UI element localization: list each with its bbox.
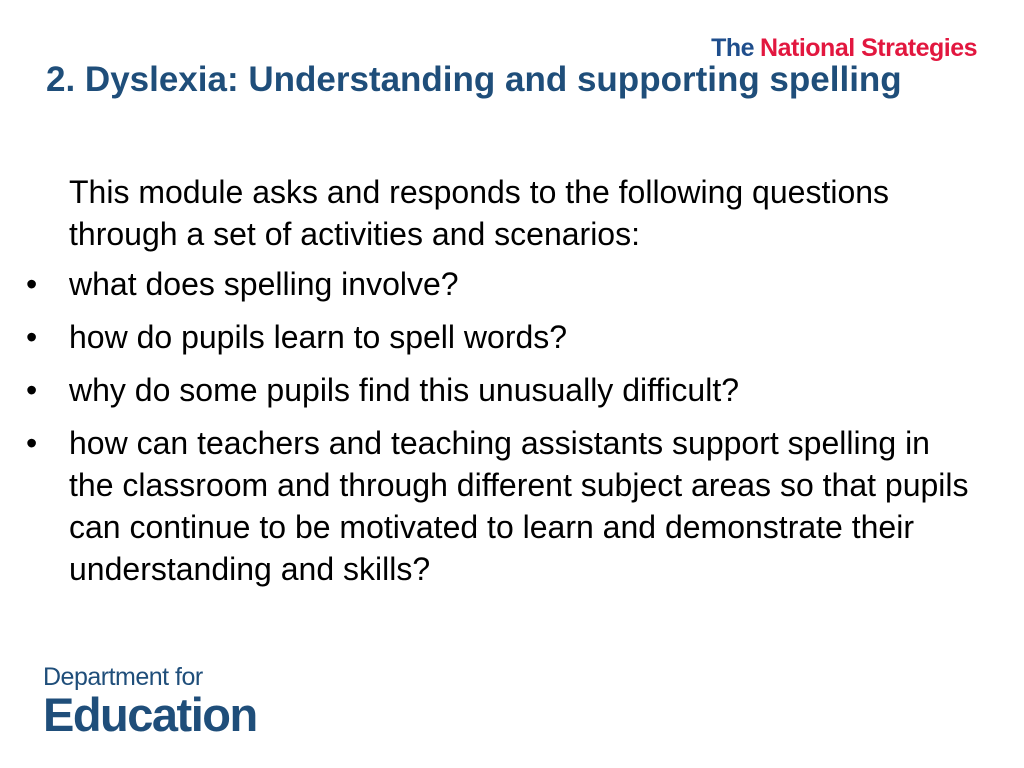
bullet-text: how do pupils learn to spell words?	[69, 319, 568, 355]
logo-word-the: The	[711, 34, 755, 62]
bullet-text: why do some pupils find this unusually difficult?	[69, 372, 739, 408]
bullet-text: how can teachers and teaching assistants support spelling in the classroom and through different subject areas so that pupils can continue to be motivated to learn and demonstrate their understanding and skills?	[69, 425, 969, 587]
bullet-dot: •	[26, 266, 38, 302]
intro-text: This module asks and responds to the following questions through a set of activities and scenarios:	[69, 174, 890, 252]
department-for-education-logo	[43, 663, 257, 739]
slide-title: 2. Dyslexia: Understanding and supporting spelling	[46, 60, 902, 99]
logo-word-national-strategies: National Strategies	[760, 34, 977, 62]
logo-education: Education	[43, 688, 257, 741]
bullet-item	[22, 263, 982, 305]
bullet-item	[22, 369, 982, 411]
bullet-item	[22, 422, 982, 590]
bullet-item	[22, 316, 982, 358]
bullet-dot: •	[26, 372, 38, 408]
slide-body	[22, 171, 982, 601]
bullet-list	[22, 263, 982, 590]
bullet-dot: •	[26, 319, 38, 355]
bullet-dot: •	[26, 425, 38, 461]
bullet-text: what does spelling involve?	[69, 266, 459, 302]
logo-department-for: Department for	[43, 663, 203, 691]
